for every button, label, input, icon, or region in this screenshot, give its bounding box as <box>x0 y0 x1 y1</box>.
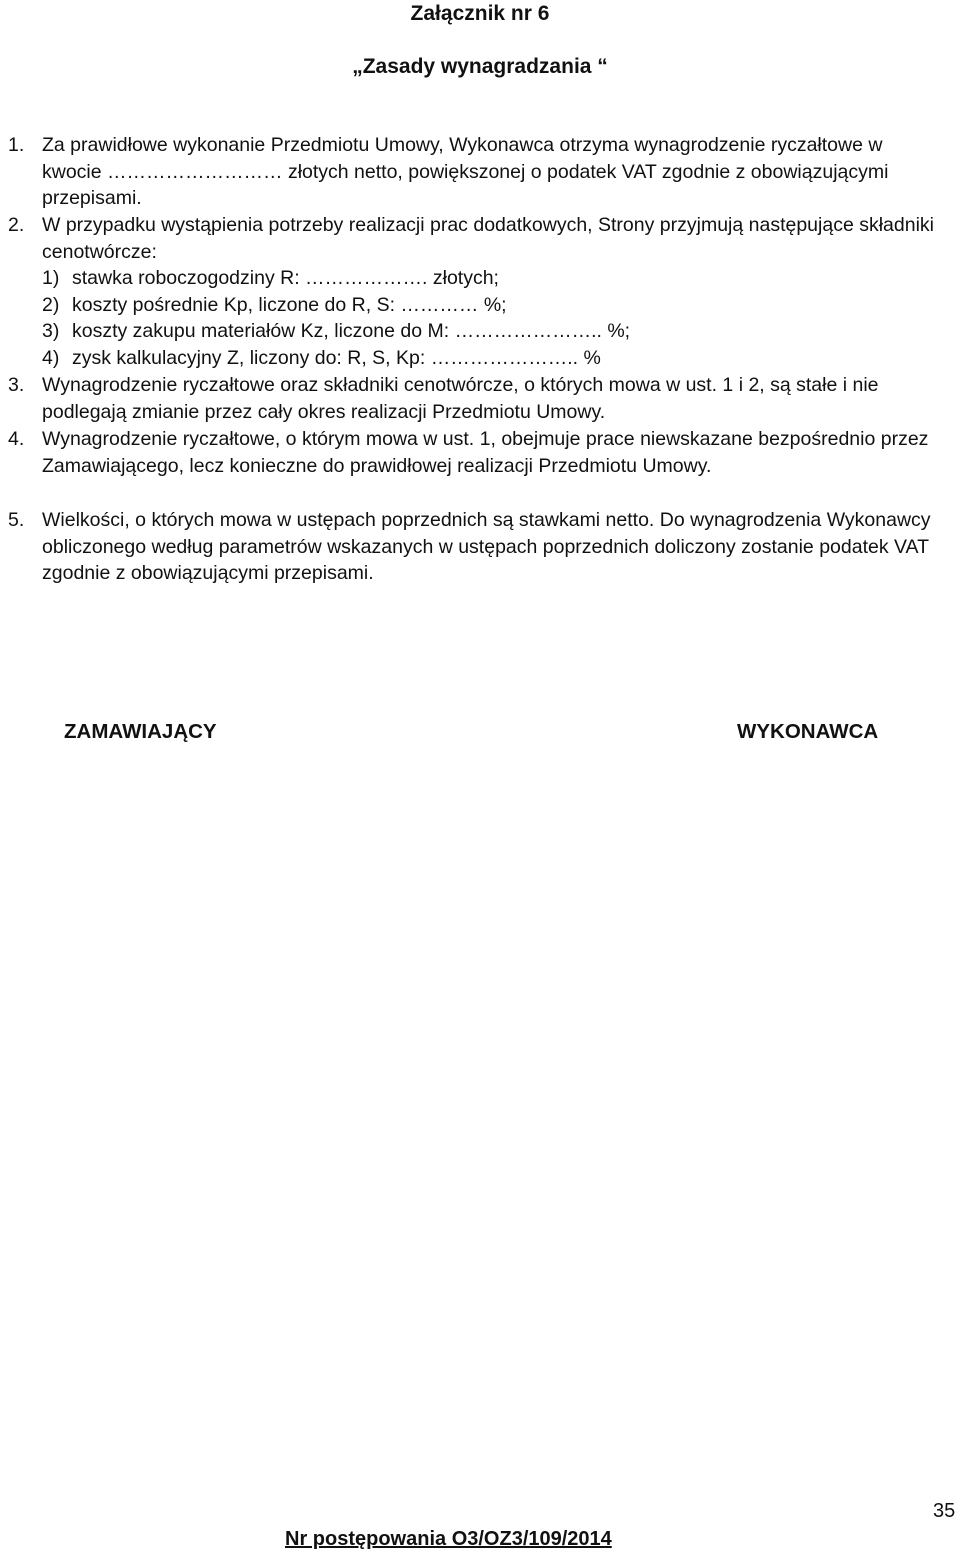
list-item-text: stawka roboczogodziny R: ………………. złotych; <box>72 267 499 289</box>
paragraph-2 <box>8 212 938 265</box>
paragraph-number: 5. <box>8 509 25 531</box>
footer-reference: Nr postępowania O3/OZ3/109/2014 <box>285 1528 612 1550</box>
list-item-number: 4) <box>42 347 60 369</box>
paragraph-4 <box>8 426 938 479</box>
signature-ordering-party: ZAMAWIAJĄCY <box>64 720 217 743</box>
list-item-number: 2) <box>42 294 60 316</box>
paragraph-5 <box>8 507 938 587</box>
paragraph-text: W przypadku wystąpienia potrzeby realizacji prac dodatkowych, Strony przyjmują następujące składniki cenotwórcze: <box>42 214 935 263</box>
document-subtitle: „Zasady wynagradzania “ <box>352 55 608 78</box>
list-item <box>42 265 942 292</box>
paragraph-number: 1. <box>8 134 25 156</box>
list-item <box>42 318 942 345</box>
paragraph-1 <box>8 132 938 212</box>
paragraph-number: 4. <box>8 428 25 450</box>
paragraph-text: Wynagrodzenie ryczałtowe oraz składniki cenotwórcze, o których mowa w ust. 1 i 2, są stałe i nie podlegają zmianie przez cały okres realizacji Przedmiotu Umowy. <box>42 374 879 423</box>
paragraph-number: 3. <box>8 374 25 396</box>
list-item <box>42 345 942 372</box>
paragraph-3 <box>8 372 938 425</box>
page-number: 35 <box>933 1500 956 1522</box>
signature-contractor: WYKONAWCA <box>737 720 879 743</box>
list-item-text: koszty pośrednie Kp, liczone do R, S: ………… %; <box>72 294 507 316</box>
list-item-text: koszty zakupu materiałów Kz, liczone do M: ………………….. %; <box>72 320 631 342</box>
paragraph-number: 2. <box>8 214 25 236</box>
list-item-text: zysk kalkulacyjny Z, liczony do: R, S, Kp: ………………….. % <box>72 347 601 369</box>
paragraph-text: Za prawidłowe wykonanie Przedmiotu Umowy, Wykonawca otrzyma wynagrodzenie ryczałtowe w kwocie ……………………… złotych netto, powiększonej o podatek VAT zgodnie z obowiązującymi przepisami. <box>42 134 889 209</box>
document-title: Załącznik nr 6 <box>410 2 550 25</box>
list-item <box>42 292 942 319</box>
list-item-number: 1) <box>42 267 60 289</box>
list-item-number: 3) <box>42 320 60 342</box>
paragraph-text: Wielkości, o których mowa w ustępach poprzednich są stawkami netto. Do wynagrodzenia Wykonawcy obliczonego według parametrów wskazanych w ustępach poprzednich doliczony zostanie podatek VAT zgodnie z obowiązującymi przepisami. <box>42 509 931 584</box>
paragraph-text: Wynagrodzenie ryczałtowe, o którym mowa w ust. 1, obejmuje prace niewskazane bezpośrednio przez Zamawiającego, lecz konieczne do prawidłowej realizacji Przedmiotu Umowy. <box>42 428 929 477</box>
